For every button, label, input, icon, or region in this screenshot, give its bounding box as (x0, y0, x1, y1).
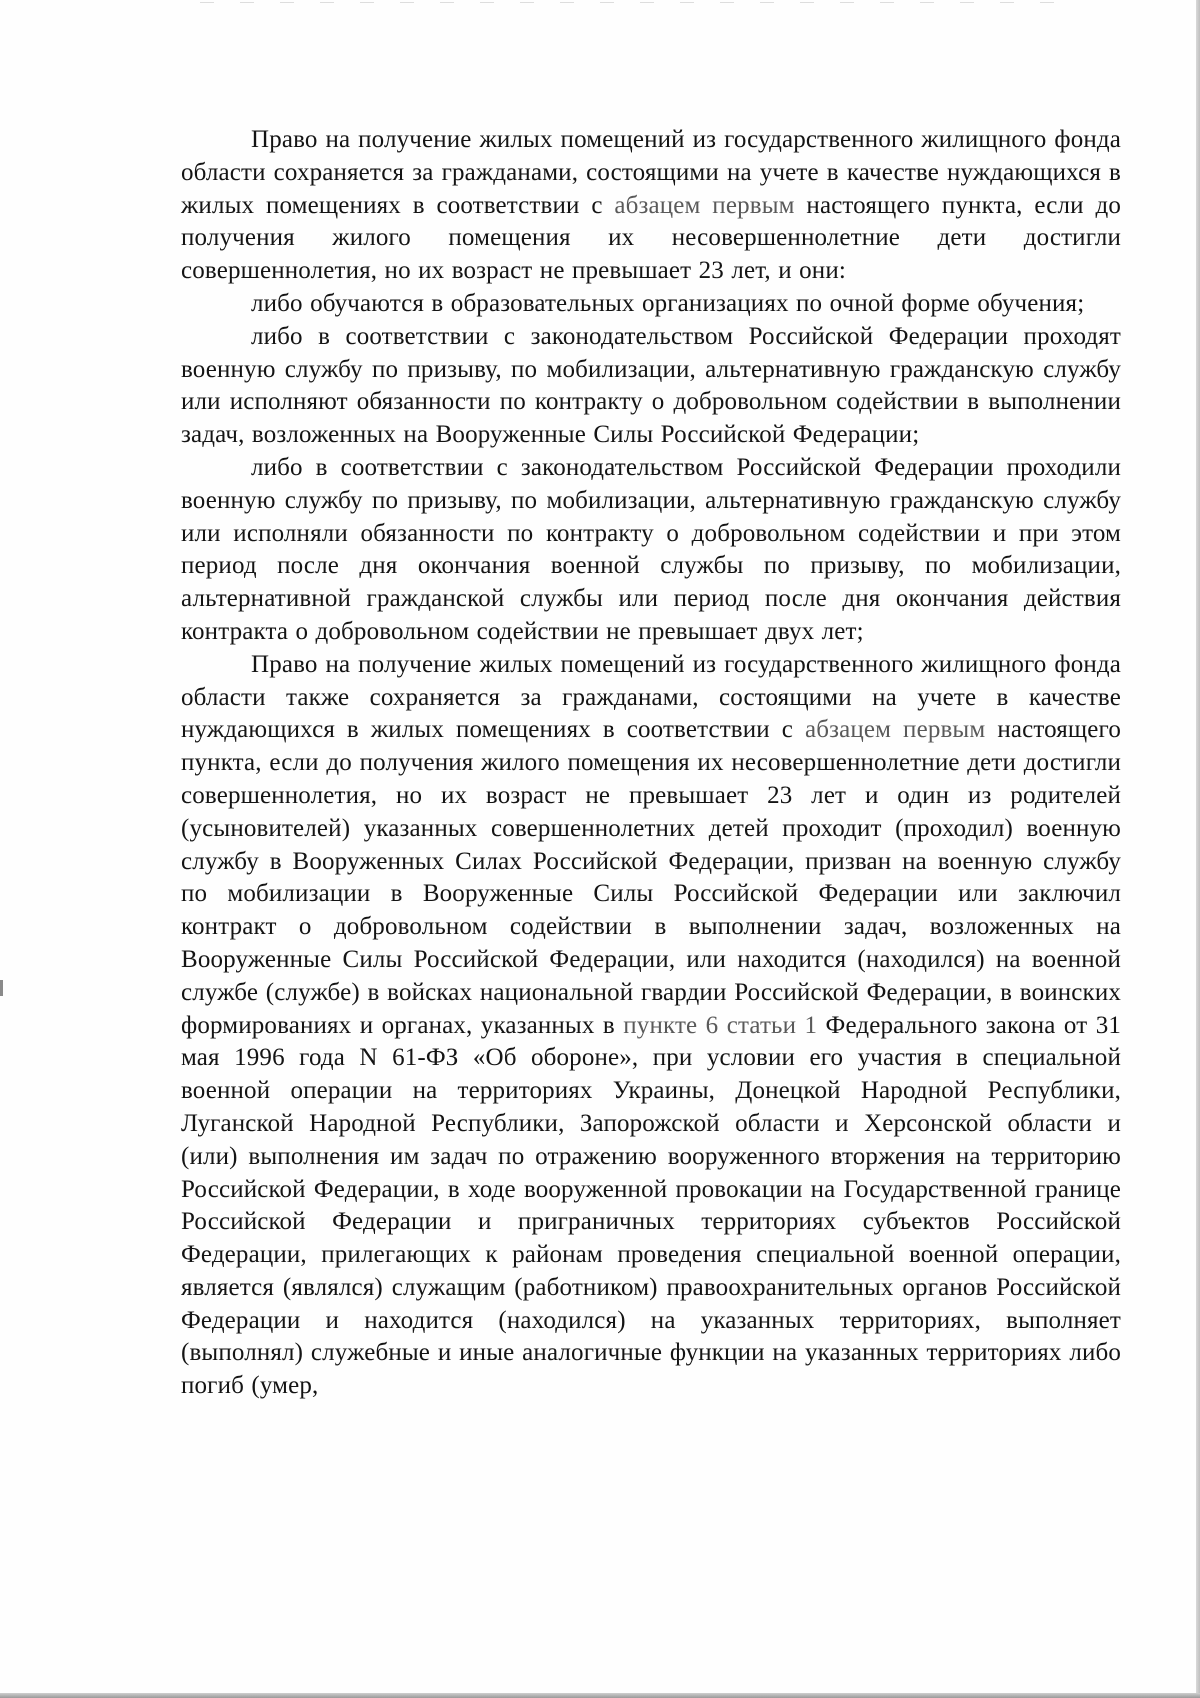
paragraph-link-ref[interactable]: абзацем первым (804, 716, 986, 744)
paragraph-3 (181, 321, 1121, 452)
paragraph-1 (181, 124, 1121, 288)
paragraph-4 (181, 452, 1121, 649)
paragraph-text: настоящего пункта, если до получения жилого помещения их несовершеннолетние дети достигли совершеннолетия, но их возраст не превышает 23 лет, и они: (181, 191, 1121, 285)
scan-top-noise (200, 2, 1060, 3)
paragraph-link-ref[interactable]: пункте 6 статьи 1 (623, 1011, 818, 1039)
paragraph-text: либо в соответствии с законодательством Российской Федерации проходили военную службу по призыву, по мобилизации, альтернативную гражданскую службу или исполняли обязанности по контракту о добровольном содействии и при этом период после дня окончания военной службы по призыву, по мобилизации, альтернативной гражданской службы или период после дня окончания действия контракта о добровольном содействии не превышает двух лет; (181, 453, 1121, 645)
paragraph-text: Право на получение жилых помещений из государственного жилищного фонда области сохраняется за гражданами, состоящими на учете в качестве нуждающихся в жилых помещениях в соответствии с (181, 126, 1121, 219)
paragraph-text: либо обучаются в образовательных организациях по очной форме обучения; (251, 289, 1085, 317)
document-body (181, 124, 1121, 1403)
paragraph-text: либо в соответствии с законодательством Российской Федерации проходят военную службу по призыву, по мобилизации, альтернативную гражданскую службу или исполняют обязанности по контракту о добровольном содействии в выполнении задач, возложенных на Вооруженные Силы Российской Федерации; (181, 322, 1121, 449)
paragraph-2 (181, 288, 1121, 321)
paragraph-text: настоящего пункта, если до получения жилого помещения их несовершеннолетние дети достигли совершеннолетия, но их возраст не превышает 23 лет и один из родителей (усыновителей) указанных совершеннолетних детей проходит (проходил) военную службу в Вооруженных Силах Российской Федерации, призван на военную службу по мобилизации в Вооруженные Силы Российской Федерации или заключил контракт о добровольном содействии в выполнении задач, возложенных на Вооруженные Силы Российской Федерации, или находится (находился) на военной службе (службе) в войсках национальной гвардии Российской Федерации, в воинских формированиях и органах, указанных в (181, 716, 1121, 1039)
paragraph-5 (181, 649, 1121, 1403)
scan-edge-mark (0, 980, 3, 996)
paragraph-text: Федерального закона от 31 мая 1996 года N 61-ФЗ «Об обороне», при условии его участия в специальной военной операции на территориях Украины, Донецкой Народной Республики, Луганской Народной Республики, Запорожской области и Херсонской области и (или) выполнения им задач по отражению вооруженного вторжения на территорию Российской Федерации, в ходе вооруженной провокации на Государственной границе Российской Федерации и приграничных территориях субъектов Российской Федерации, прилегающих к районам проведения специальной военной операции, является (являлся) служащим (работником) правоохранительных органов Российской Федерации и находится (находился) на указанных территориях, выполняет (выполнял) служебные и иные аналогичные функции на указанных территориях либо погиб (умер, (181, 1011, 1121, 1400)
page-bottom-edge (0, 1693, 1200, 1698)
paragraph-link-ref[interactable]: абзацем первым (614, 191, 795, 219)
page-right-edge (1196, 0, 1200, 1698)
paragraph-text: Право на получение жилых помещений из государственного жилищного фонда области также сохраняется за гражданами, состоящими на учете в качестве нуждающихся в жилых помещениях в соответствии с (181, 650, 1121, 744)
